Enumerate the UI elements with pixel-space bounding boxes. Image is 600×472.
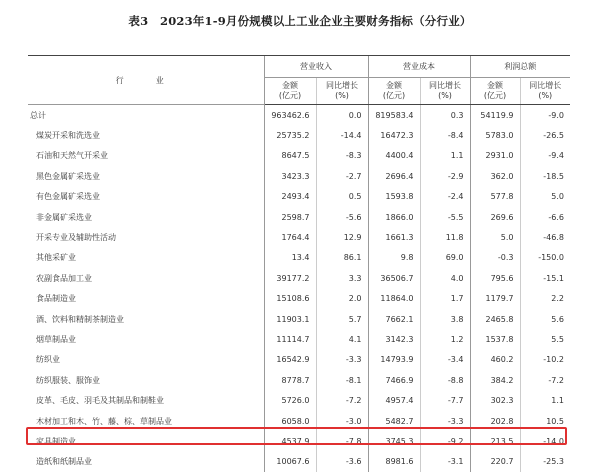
industry-header: 行 业 (28, 56, 264, 105)
cost-growth-cell: -2.9 (420, 166, 470, 186)
industry-name-cell: 总计 (30, 110, 46, 120)
profit-amount-cell: 220.7 (470, 452, 520, 472)
cost-growth-cell: 69.0 (420, 248, 470, 268)
profit-growth-cell: 5.5 (520, 329, 570, 349)
revenue-growth-cell: -3.0 (316, 411, 368, 431)
cost-growth-cell: 1.7 (420, 289, 470, 309)
cost-growth-cell: -3.1 (420, 452, 470, 472)
industry-name-cell: 开采专业及辅助性活动 (36, 233, 116, 243)
profit-amount-cell: 2465.8 (470, 309, 520, 329)
profit-growth-cell: -10.2 (520, 350, 570, 370)
profit-growth-cell: 5.6 (520, 309, 570, 329)
cost-amount-cell: 2696.4 (368, 166, 420, 186)
cost-growth-cell: -3.3 (420, 411, 470, 431)
financial-indicators-table (28, 55, 570, 472)
industry-name-cell: 木材加工和木、竹、藤、棕、草制品业 (36, 416, 172, 426)
revenue-growth-cell: 86.1 (316, 248, 368, 268)
profit-amount-cell: 795.6 (470, 268, 520, 288)
revenue-growth-cell: -7.2 (316, 390, 368, 410)
revenue-amount-cell: 10067.6 (264, 452, 316, 472)
industry-name-cell: 黑色金属矿采选业 (36, 171, 100, 181)
cost-amount-cell: 7466.9 (368, 370, 420, 390)
revenue-growth-header: 同比增长 (%) (316, 78, 368, 105)
profit-amount-cell: 5783.0 (470, 125, 520, 145)
cost-growth-header: 同比增长 (%) (420, 78, 470, 105)
revenue-amount-cell: 11114.7 (264, 329, 316, 349)
revenue-amount-cell: 5726.0 (264, 390, 316, 410)
revenue-amount-cell: 8778.7 (264, 370, 316, 390)
industry-name-cell: 酒、饮料和精制茶制造业 (36, 314, 124, 324)
revenue-header: 营业收入 (264, 56, 368, 78)
cost-growth-cell: -7.7 (420, 390, 470, 410)
profit-growth-cell: -9.4 (520, 146, 570, 166)
revenue-growth-cell: 4.1 (316, 329, 368, 349)
table-row (28, 452, 570, 472)
industry-name-cell: 食品制造业 (36, 294, 76, 304)
cost-amount-cell: 8981.6 (368, 452, 420, 472)
revenue-amount-cell: 11903.1 (264, 309, 316, 329)
profit-growth-cell: -26.5 (520, 125, 570, 145)
table-row (28, 289, 570, 309)
profit-amount-cell: 1179.7 (470, 289, 520, 309)
revenue-amount-cell: 2598.7 (264, 207, 316, 227)
revenue-growth-cell: 5.7 (316, 309, 368, 329)
profit-growth-cell: -14.0 (520, 431, 570, 451)
industry-name-cell: 家具制造业 (36, 436, 76, 446)
cost-growth-cell: -9.2 (420, 431, 470, 451)
industry-name-cell: 非金属矿采选业 (36, 212, 92, 222)
revenue-growth-cell: -7.8 (316, 431, 368, 451)
profit-growth-cell: -15.1 (520, 268, 570, 288)
cost-amount-cell: 7662.1 (368, 309, 420, 329)
cost-growth-cell: -3.4 (420, 350, 470, 370)
profit-amount-header: 金额 (亿元) (470, 78, 520, 105)
revenue-amount-cell: 39177.2 (264, 268, 316, 288)
profit-growth-cell: 1.1 (520, 390, 570, 410)
industry-name-cell: 煤炭开采和洗选业 (36, 131, 100, 141)
profit-growth-cell: -7.2 (520, 370, 570, 390)
revenue-growth-cell: -8.3 (316, 146, 368, 166)
table-row (28, 105, 570, 126)
profit-amount-cell: -0.3 (470, 248, 520, 268)
cost-amount-cell: 1593.8 (368, 187, 420, 207)
industry-name-cell: 其他采矿业 (36, 253, 76, 263)
revenue-growth-cell: 3.3 (316, 268, 368, 288)
revenue-amount-cell: 15108.6 (264, 289, 316, 309)
profit-amount-cell: 302.3 (470, 390, 520, 410)
revenue-growth-cell: 0.0 (316, 105, 368, 126)
cost-growth-cell: 4.0 (420, 268, 470, 288)
cost-amount-cell: 36506.7 (368, 268, 420, 288)
cost-amount-cell: 5482.7 (368, 411, 420, 431)
table-row (28, 329, 570, 349)
profit-growth-cell: -9.0 (520, 105, 570, 126)
revenue-growth-cell: 12.9 (316, 227, 368, 247)
profit-amount-cell: 577.8 (470, 187, 520, 207)
table-row (28, 125, 570, 145)
cost-amount-cell: 11864.0 (368, 289, 420, 309)
profit-amount-cell: 202.8 (470, 411, 520, 431)
industry-name-cell: 农副食品加工业 (36, 273, 92, 283)
table-row (28, 309, 570, 329)
cost-amount-cell: 4400.4 (368, 146, 420, 166)
profit-growth-cell: -150.0 (520, 248, 570, 268)
profit-amount-cell: 269.6 (470, 207, 520, 227)
table-row (28, 166, 570, 186)
cost-growth-cell: -5.5 (420, 207, 470, 227)
table-row (28, 350, 570, 370)
revenue-amount-cell: 963462.6 (264, 105, 316, 126)
revenue-amount-cell: 8647.5 (264, 146, 316, 166)
revenue-amount-cell: 1764.4 (264, 227, 316, 247)
revenue-amount-cell: 16542.9 (264, 350, 316, 370)
cost-amount-cell: 9.8 (368, 248, 420, 268)
cost-header: 营业成本 (368, 56, 470, 78)
cost-amount-cell: 1661.3 (368, 227, 420, 247)
cost-growth-cell: 11.8 (420, 227, 470, 247)
profit-amount-cell: 460.2 (470, 350, 520, 370)
industry-name-cell: 纺织业 (36, 355, 60, 365)
table-row (28, 207, 570, 227)
table-row-highlighted (28, 431, 570, 451)
header-row-groups (28, 56, 570, 78)
revenue-amount-cell: 2493.4 (264, 187, 316, 207)
cost-amount-cell: 1866.0 (368, 207, 420, 227)
table-row (28, 411, 570, 431)
cost-amount-cell: 14793.9 (368, 350, 420, 370)
profit-growth-cell: 10.5 (520, 411, 570, 431)
cost-growth-cell: 3.8 (420, 309, 470, 329)
cost-amount-header: 金额 (亿元) (368, 78, 420, 105)
profit-growth-cell: 2.2 (520, 289, 570, 309)
profit-amount-cell: 384.2 (470, 370, 520, 390)
revenue-growth-cell: -2.7 (316, 166, 368, 186)
cost-growth-cell: 0.3 (420, 105, 470, 126)
cost-growth-cell: 1.1 (420, 146, 470, 166)
revenue-growth-cell: -3.3 (316, 350, 368, 370)
revenue-amount-cell: 13.4 (264, 248, 316, 268)
cost-amount-cell: 4957.4 (368, 390, 420, 410)
profit-growth-cell: -25.3 (520, 452, 570, 472)
table-title: 表3 2023年1-9月份规模以上工业企业主要财务指标（分行业） (128, 14, 472, 28)
cost-growth-cell: -8.8 (420, 370, 470, 390)
industry-name-cell: 造纸和纸制品业 (36, 457, 92, 467)
profit-growth-cell: -46.8 (520, 227, 570, 247)
cost-growth-cell: 1.2 (420, 329, 470, 349)
profit-growth-cell: 5.0 (520, 187, 570, 207)
industry-name-cell: 皮革、毛皮、羽毛及其制品和制鞋业 (36, 396, 164, 406)
cost-growth-cell: -2.4 (420, 187, 470, 207)
cost-amount-cell: 3142.3 (368, 329, 420, 349)
industry-name-cell: 有色金属矿采选业 (36, 192, 100, 202)
table-row (28, 187, 570, 207)
industry-name-cell: 石油和天然气开采业 (36, 151, 108, 161)
profit-amount-cell: 362.0 (470, 166, 520, 186)
profit-header: 利润总额 (470, 56, 570, 78)
profit-growth-cell: -6.6 (520, 207, 570, 227)
table-row (28, 370, 570, 390)
profit-growth-header: 同比增长 (%) (520, 78, 570, 105)
revenue-amount-cell: 25735.2 (264, 125, 316, 145)
profit-amount-cell: 213.5 (470, 431, 520, 451)
table-row (28, 390, 570, 410)
revenue-growth-cell: -5.6 (316, 207, 368, 227)
revenue-growth-cell: -14.4 (316, 125, 368, 145)
profit-amount-cell: 5.0 (470, 227, 520, 247)
revenue-growth-cell: 0.5 (316, 187, 368, 207)
revenue-growth-cell: 2.0 (316, 289, 368, 309)
cost-amount-cell: 3745.3 (368, 431, 420, 451)
cost-amount-cell: 16472.3 (368, 125, 420, 145)
profit-growth-cell: -18.5 (520, 166, 570, 186)
revenue-amount-header: 金额 (亿元) (264, 78, 316, 105)
table-row (28, 268, 570, 288)
profit-amount-cell: 2931.0 (470, 146, 520, 166)
table-row (28, 146, 570, 166)
profit-amount-cell: 54119.9 (470, 105, 520, 126)
table-row (28, 248, 570, 268)
cost-growth-cell: -8.4 (420, 125, 470, 145)
cost-amount-cell: 819583.4 (368, 105, 420, 126)
industry-name-cell: 纺织服装、服饰业 (36, 375, 100, 385)
revenue-amount-cell: 3423.3 (264, 166, 316, 186)
profit-amount-cell: 1537.8 (470, 329, 520, 349)
table-row (28, 227, 570, 247)
revenue-amount-cell: 6058.0 (264, 411, 316, 431)
revenue-amount-cell: 4537.9 (264, 431, 316, 451)
revenue-growth-cell: -3.6 (316, 452, 368, 472)
industry-name-cell: 烟草制品业 (36, 334, 76, 344)
revenue-growth-cell: -8.1 (316, 370, 368, 390)
